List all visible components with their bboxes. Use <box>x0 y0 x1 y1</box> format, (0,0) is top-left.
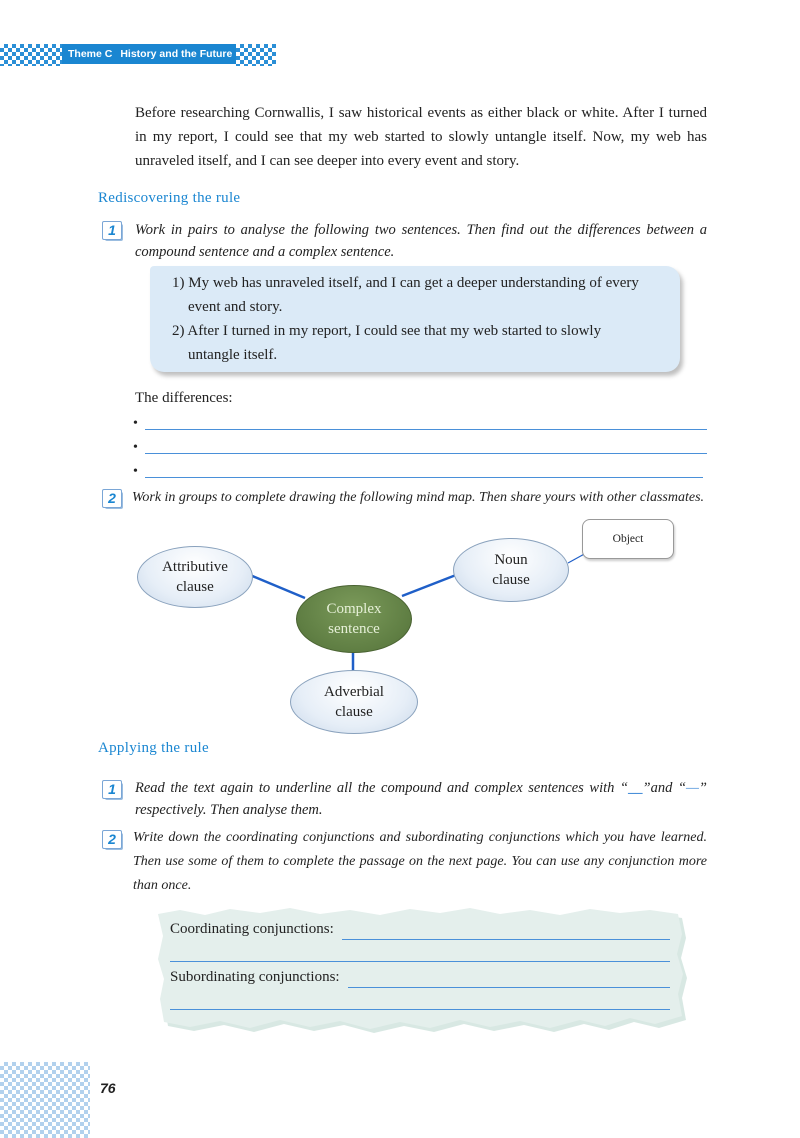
theme-title: History and the Future <box>120 48 233 60</box>
example-sentence-2: 2) After I turned in my report, I could see that my web started to slowly <box>172 323 602 339</box>
example-sentence-1-cont: event and story. <box>188 299 283 315</box>
connector-attributive <box>250 575 305 598</box>
answer-line[interactable]: • <box>133 416 707 432</box>
coordinating-answer-line-2[interactable] <box>170 961 670 962</box>
coordinating-answer-line[interactable] <box>342 939 670 940</box>
section-title-rediscovering: Rediscovering the rule <box>98 190 241 206</box>
coordinating-row <box>170 920 670 940</box>
page-number: 76 <box>100 1080 116 1096</box>
mind-map-center-node: Complex sentence <box>296 585 412 653</box>
task-number-badge <box>102 780 124 800</box>
mind-map-node-attributive: Attributive clause <box>137 546 253 608</box>
task-number-badge <box>102 830 124 850</box>
task-number: 2 <box>102 830 122 849</box>
mind-map-node-object: Object <box>582 519 674 559</box>
task2-instruction: Work in groups to complete drawing the following mind map. Then share yours with other classmates. <box>132 490 705 505</box>
theme-label: Theme C <box>68 48 113 60</box>
underline-mark-wavy: — <box>686 780 699 796</box>
coordinating-label: Coordinating conjunctions: <box>170 921 334 937</box>
task-number: 1 <box>102 780 122 799</box>
subordinating-row-2 <box>170 990 670 1010</box>
subordinating-answer-line[interactable] <box>348 987 670 988</box>
intro-paragraph: Before researching Cornwallis, I saw historical events as either black or white. After I turned in my report, I could see that my web started to slowly untangle itself. Now, my web has unraveled itself, and I can see deeper into every event and story. <box>135 105 707 169</box>
answer-line[interactable]: • <box>133 440 707 456</box>
applying-task1-instruction: Read the text again to underline all the compound and complex sentences with “__”and “—” respectively. Then analyse them. <box>135 780 707 818</box>
task1-instruction: Work in pairs to analyse the following two sentences. Then find out the differences between a compound sentence and a complex sentence. <box>135 222 707 260</box>
mind-map-node-noun: Noun clause <box>453 538 569 602</box>
applying-task2-instruction: Write down the coordinating conjunctions and subordinating conjunctions which you have learned. Then use some of them to complete the passage on the next page. You can use any conjunction more than once. <box>133 830 707 893</box>
subordinating-label: Subordinating conjunctions: <box>170 969 340 985</box>
task-number: 2 <box>102 489 122 508</box>
task-number: 1 <box>102 221 122 240</box>
answer-line[interactable]: • <box>133 464 707 480</box>
example-sentence-1: 1) My web has unraveled itself, and I can get a deeper understanding of every <box>172 275 639 291</box>
underline-mark-straight: __ <box>628 780 643 796</box>
section-title-applying: Applying the rule <box>98 740 209 756</box>
example-sentence-2-cont: untangle itself. <box>188 347 278 363</box>
subordinating-answer-line-2[interactable] <box>170 1009 670 1010</box>
footer-pixel-decoration <box>0 1062 90 1138</box>
subordinating-row <box>170 968 670 988</box>
mind-map-node-adverbial: Adverbial clause <box>290 670 418 734</box>
connector-noun <box>402 575 456 596</box>
coordinating-row-2 <box>170 942 670 962</box>
differences-label: The differences: <box>135 390 233 406</box>
